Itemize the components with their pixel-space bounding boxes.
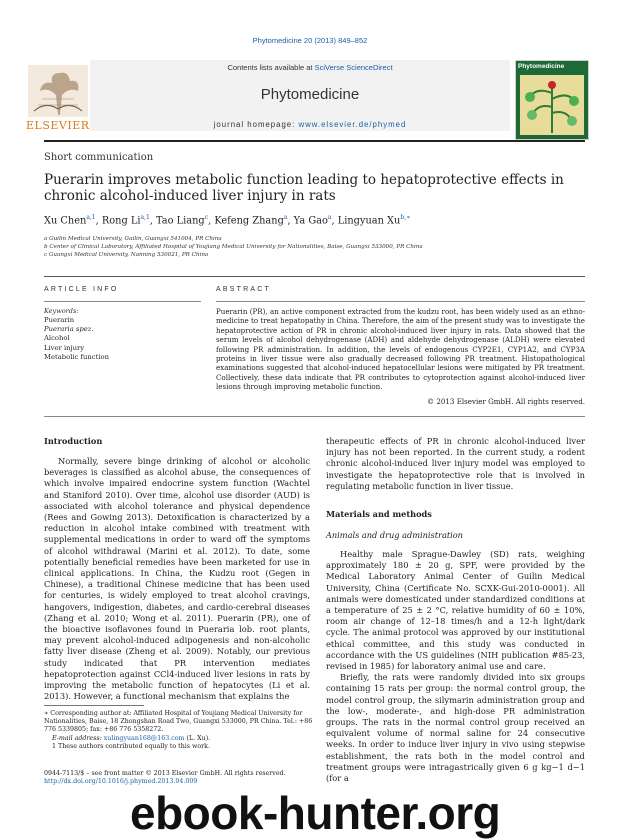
- introduction-continued: therapeutic effects of PR in chronic alcohol-induced liver injury has not been reported. In the current study, a rodent chronic alcohol-induced liver injury model was employed to investigate the hepatoprotective role that is involved in regulating metabolic function in liver tissue.: [326, 436, 585, 491]
- author-name[interactable]: Ya Gao: [293, 215, 328, 227]
- methods-paragraph-2: Briefly, the rats were randomly divided into six groups containing 15 rats per group: the normal control group, the model control group, the silymarin administration group and the low-, moderate-, and high-dose PR administration groups. The rats in the normal control group received an equivalent volume of normal saline for 24 consecutive weeks. In order to induce liver injury in vivo using stepwise establishment, the rats both in the model control and treatment groups were intragastrically given 6 g kg−1 d−1 (for a: [326, 672, 585, 784]
- watermark-text: ebook-hunter.org: [130, 787, 501, 839]
- front-matter-lines: [44, 770, 286, 786]
- affiliation-a: a Guilin Medical University, Guilin, Guangxi 541004, PR China: [44, 236, 222, 242]
- author-affil-mark[interactable]: a: [327, 214, 332, 221]
- methods-heading: Materials and methods: [326, 509, 432, 519]
- footnotes: [44, 710, 314, 751]
- copyright-line: © 2013 Elsevier GmbH. All rights reserved.: [427, 397, 585, 406]
- sciverse-link[interactable]: SciVerse ScienceDirect: [314, 63, 393, 72]
- article-title: Puerarin improves metabolic function leading to hepatoprotective effects in chronic alcohol-induced liver injury in rats: [44, 172, 564, 204]
- header-rule: [44, 140, 585, 142]
- cover-title: Phytomedicine: [518, 63, 565, 70]
- author-name[interactable]: Xu Chen: [44, 215, 87, 227]
- keyword: Alcohol: [44, 334, 70, 343]
- email-note: [44, 735, 314, 743]
- elsevier-wordmark: ELSEVIER: [26, 119, 90, 132]
- journal-name: Phytomedicine: [260, 86, 360, 103]
- author-name[interactable]: Lingyuan Xu: [337, 215, 401, 227]
- introduction-paragraph: Normally, severe binge drinking of alcohol or alcoholic beverages is classified as alcohol abuse, the consequences of which involve impaired endocrine system function (Wachtel and Staniford 2010). Over time, alcohol use disorder (AUD) is associated with alcohol tolerance and physical dependence (Rees and Gowing 2013). Detoxification is characterized by a reduction in alcohol intake combined with treatment with supplemental medications in order to ward off the symptoms of alcohol withdrawal (Marini et al. 2012). To date, some potentially beneficial remedies have been marketed for use in clinical applications. In China, the Kudzu root (Gegen in Chinese), a traditional Chinese medicine that has been used for centuries, is widely employed to treat alcohol cravings, hangovers, indigestion, diabetes, and cardio-cerebral diseases (Zhang et al. 2010; Wong et al. 2011). Puerarin (PR), one of the bioactive isoflavones found in Pueraria lob. root plants, may prevent alcohol-induced adipogenesis and non-alcoholic fatty liver disease (Zheng et al. 2009). Notably, our previous study indicated that PR intervention mediates hepatoprotection against CCl4-induced liver lesions in rats by improving the metabolic function of hepatocytes (Li et al. 2013). However, a functional mechanism that explains the: [44, 456, 310, 702]
- author-affil-mark[interactable]: b,∗: [400, 214, 411, 221]
- cover-plant-illustration: [516, 73, 588, 139]
- methods-body: [326, 549, 585, 784]
- article-info-rule: [44, 301, 201, 302]
- introduction-heading: Introduction: [44, 436, 103, 446]
- author-name[interactable]: Rong Li: [101, 215, 141, 227]
- author-affil-mark[interactable]: c: [204, 214, 209, 221]
- keywords-label: Keywords:: [44, 307, 79, 315]
- email-suffix: (L. Xu).: [184, 734, 211, 742]
- homepage-prefix: journal homepage:: [213, 120, 299, 129]
- email-label: E-mail address:: [52, 734, 104, 742]
- issn-line: 0944-7113/$ – see front matter © 2013 Elsevier GmbH. All rights reserved.: [44, 770, 286, 777]
- author-name[interactable]: Tao Liang: [156, 215, 205, 227]
- methods-paragraph-1: Healthy male Sprague-Dawley (SD) rats, weighing approximately 180 ± 20 g, SPF, were provided by the Medical Laboratory Animal Center of Guilin Medical University, China (Certificate No. SCXK-Gui-2010-0001). All animals were domesticated under standardized conditions at a temperature of 25 ± 2 °C, relative humidity of 60 ± 10%, room air change of 12–18 times/h and a 12-h light/dark cycle. The animal protocol was approved by our institutional ethical committee, and this study was conducted in accordance with the US guidelines (NIH publication #85-23, revised in 1985) for laboratory animal use and care.: [326, 549, 585, 672]
- author-affil-mark[interactable]: a,1: [140, 214, 150, 221]
- corresponding-author-note: ∗ Corresponding author at: Affiliated Hospital of Youjiang Medical University for Nationalities, Baise, 18 Zhongshan Road Two, Guangxi 533000, PR China. Tel.: +86 776 5339805; fax: +86 776 5358272.: [44, 710, 313, 734]
- article-type: Short communication: [44, 152, 154, 163]
- abstract-heading: ABSTRACT: [216, 286, 271, 293]
- keyword: Liver injury: [44, 343, 85, 352]
- keyword: Metabolic function: [44, 352, 109, 361]
- author-name[interactable]: Kefeng Zhang: [214, 215, 284, 227]
- homepage-link[interactable]: www.elsevier.de/phymed: [298, 120, 407, 129]
- journal-reference[interactable]: Phytomedicine 20 (2013) 849–852: [252, 36, 368, 45]
- keyword: Pueraria spez.: [44, 325, 94, 334]
- abstract-rule: [216, 301, 585, 302]
- abstract-text: Puerarin (PR), an active component extracted from the kudzu root, has been widely used as an ethno-medicine to treat hepatopathy in China. Therefore, the aim of the present study was to investigate the hepatoprotective action of PR in chronic alcohol-induced liver injury in rats. Data showed that the serum levels of alcohol dehydrogenase (ADH) and aldehyde dehydrogenase (ALDH) were elevated following PR administration. In addition, the levels of endogenous CYP2E1, CYP1A2, and CYP3A proteins in liver tissue were also gradually decreased following PR treatment. Histopathological examinations suggested that alcohol-induced hepatocellular lesions were mitigated by PR treatment. Collectively, these data indicate that PR contributes to cytoprotection against alcohol-induced liver lesions through improving metabolic function.: [216, 307, 585, 392]
- contents-prefix: Contents lists available at: [227, 63, 315, 72]
- email-link[interactable]: xulingyuan168@163.com: [103, 734, 185, 742]
- affiliation-c: c Guangxi Medical University, Nanning 530021, PR China: [44, 252, 209, 258]
- article-info-heading: ARTICLE INFO: [44, 286, 119, 293]
- author-list: Xu Chen$^{a,1}$, Rong Li$^{a,1}$, Tao Liang$^c$, Kefeng Zhang$^a$, Ya Gao$^a$, Lingyuan $Xu^{b,∗}$: [44, 214, 411, 227]
- section-rule: [44, 276, 585, 277]
- footnote-rule: [44, 705, 144, 706]
- journal-cover-image: [515, 60, 589, 140]
- keywords-list: [44, 316, 109, 362]
- author-affil-mark[interactable]: a: [283, 214, 288, 221]
- abstract-bottom-rule: [44, 416, 585, 417]
- author-affil-mark[interactable]: a,1: [86, 214, 96, 221]
- equal-contribution-note: 1 These authors contributed equally to this work.: [52, 742, 211, 750]
- doi-link[interactable]: http://dx.doi.org/10.1016/j.phymed.2013.04.009: [44, 778, 198, 786]
- methods-subheading: Animals and drug administration: [326, 530, 463, 540]
- introduction-body: [44, 456, 310, 702]
- keyword: Puerarin: [44, 316, 75, 324]
- right-column-intro: [326, 436, 585, 492]
- affiliation-b: b Center of Clinical Laboratory, Affiliated Hospital of Youjiang Medical University for Nationalities, Baise, Guangxi 533000, PR China: [44, 244, 423, 250]
